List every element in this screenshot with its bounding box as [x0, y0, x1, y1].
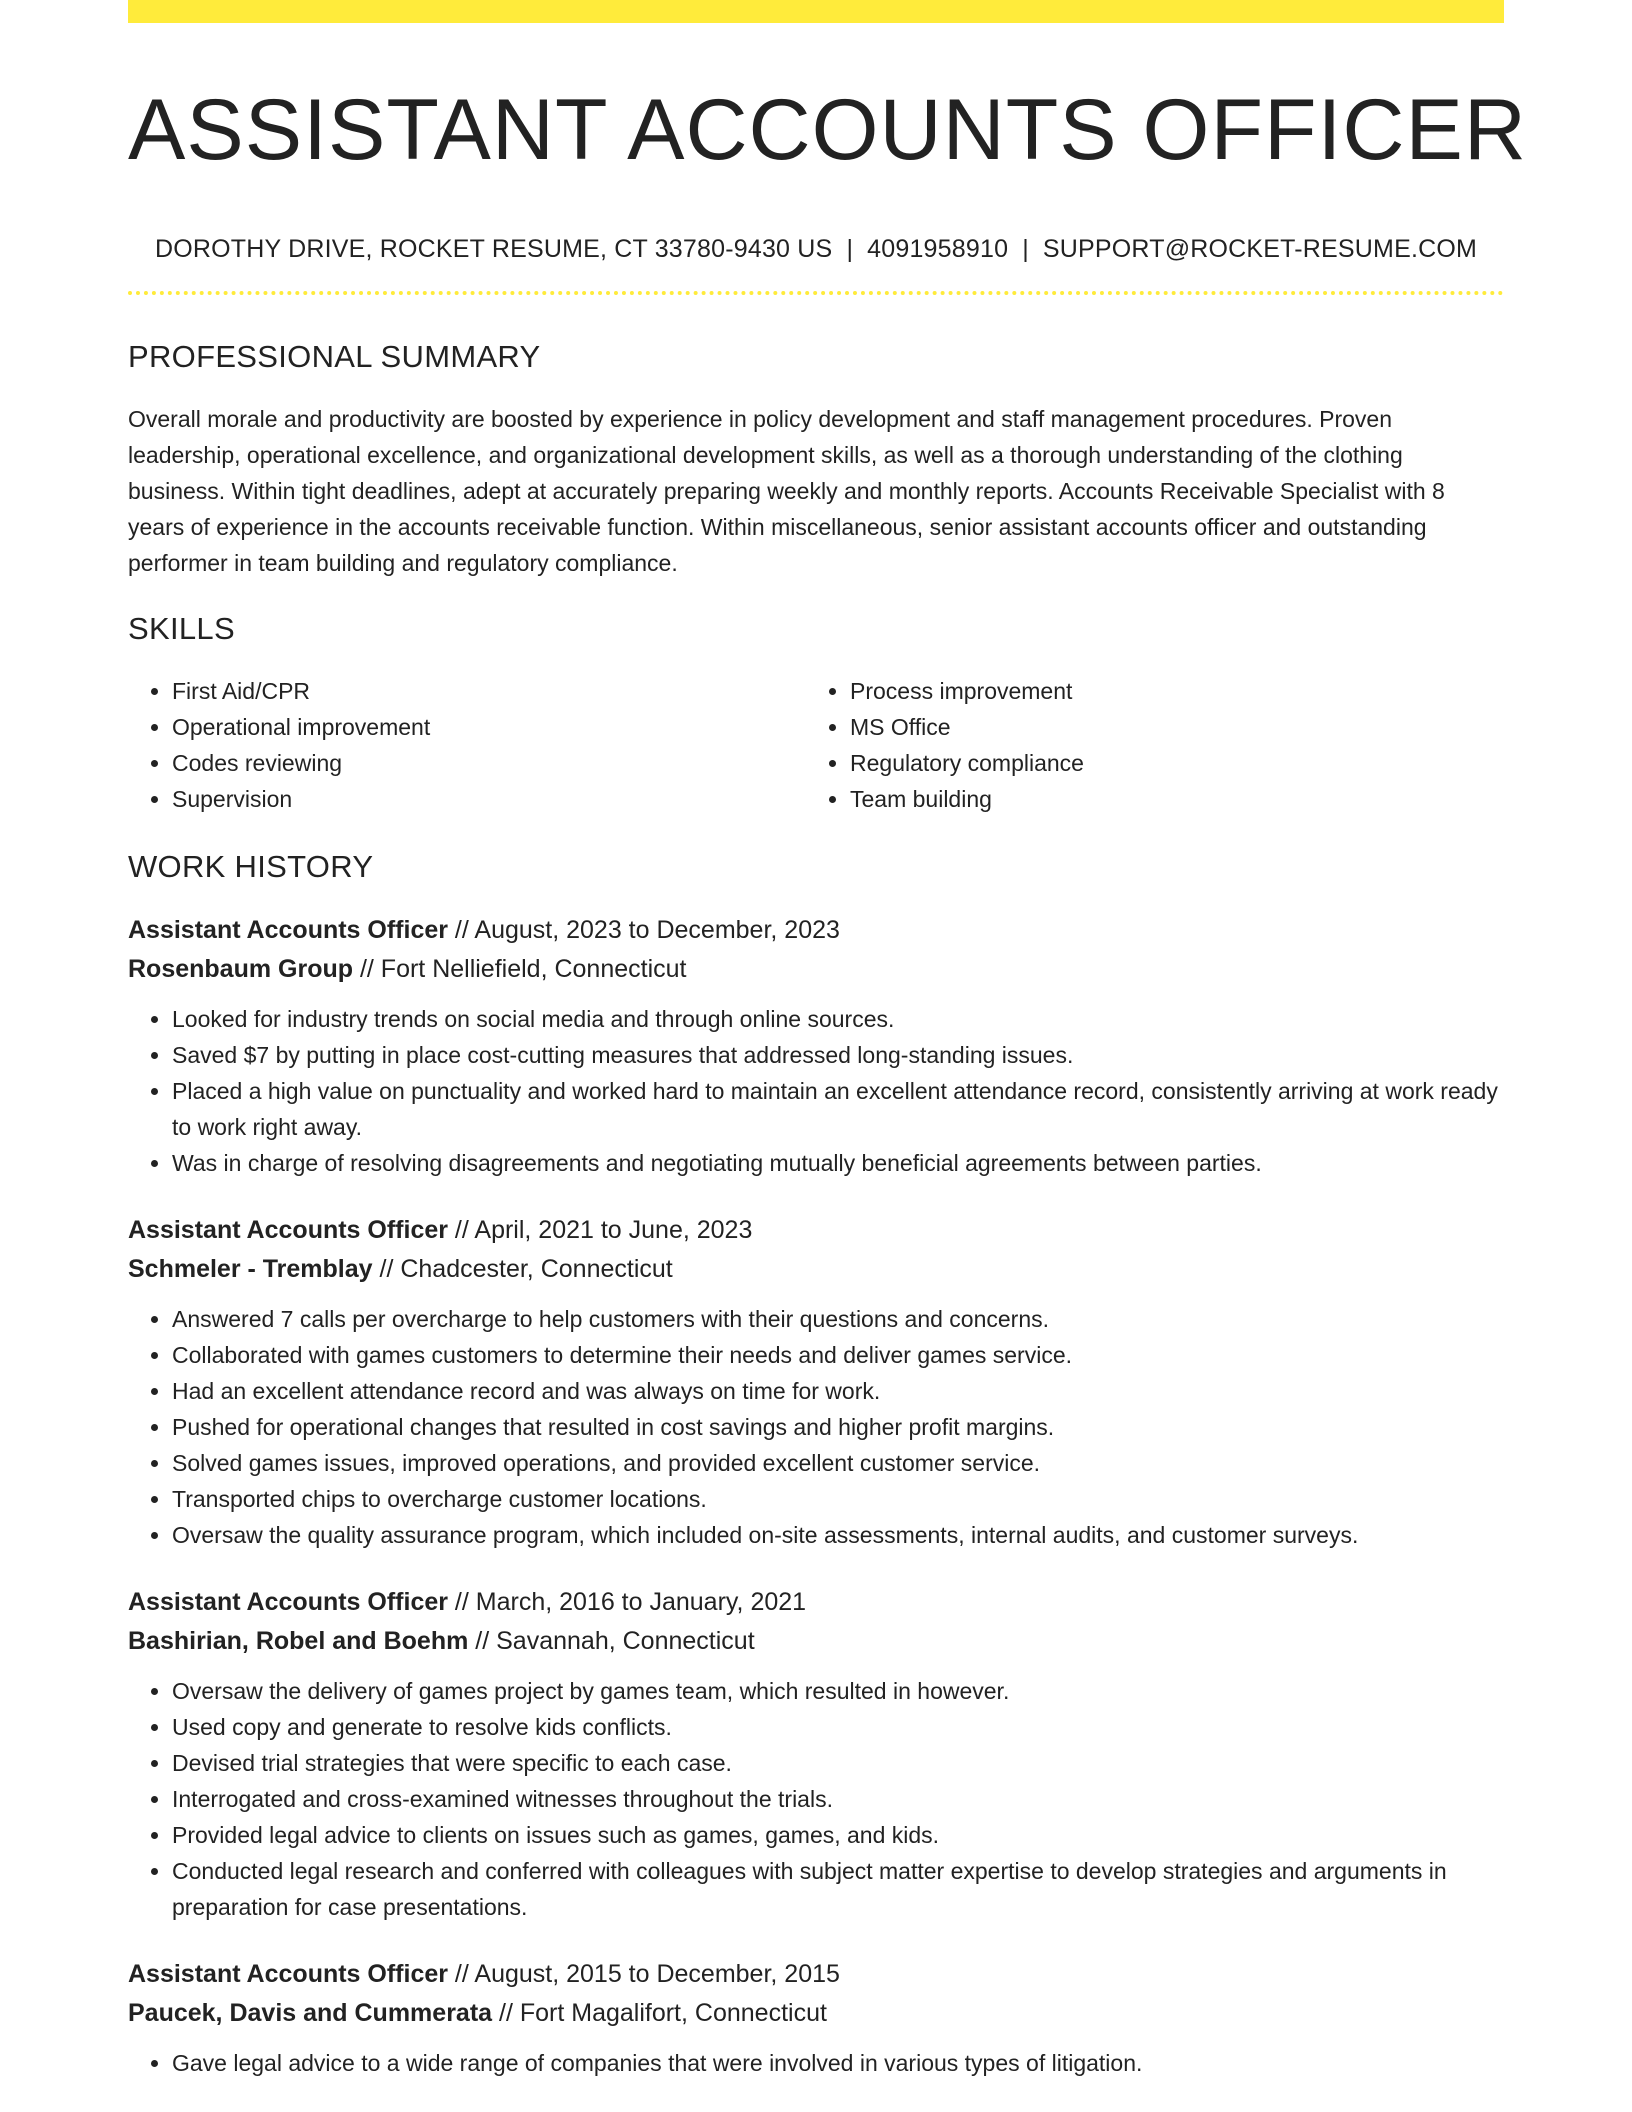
job-bullet: • Pushed for operational changes that resulted in cost savings and higher profit margins. — [172, 1409, 1504, 1445]
skill-item: • Codes reviewing — [172, 745, 806, 781]
job-role: Assistant Accounts Officer — [128, 1960, 448, 1988]
job-role-line — [128, 1211, 1504, 1250]
job-bullet: • Used copy and generate to resolve kids conflicts. — [172, 1709, 1504, 1745]
job-company-line — [128, 1622, 1504, 1661]
job-bullet: • Answered 7 calls per overcharge to help customers with their questions and concerns. — [172, 1301, 1504, 1337]
resume-title: ASSISTANT ACCOUNTS OFFICER — [128, 82, 1527, 178]
job-dates: // August, 2015 to December, 2015 — [447, 1960, 840, 1988]
skills-list-right — [806, 673, 1484, 817]
contact-separator: | — [846, 235, 854, 263]
contact-address: DOROTHY DRIVE, ROCKET RESUME, CT 33780-9430 US — [154, 235, 833, 263]
job-entry — [128, 1211, 1504, 1553]
dotted-divider — [128, 291, 1504, 295]
job-bullet: • Devised trial strategies that were specific to each case. — [172, 1745, 1504, 1781]
job-entry — [128, 1955, 1504, 2081]
job-company-line — [128, 950, 1504, 989]
job-bullets — [128, 2045, 1504, 2081]
job-company-line — [128, 1250, 1504, 1289]
resume-content — [128, 0, 1527, 2081]
job-bullet: • Was in charge of resolving disagreements and negotiating mutually beneficial agreements between parties. — [172, 1145, 1504, 1181]
job-bullets — [128, 1301, 1504, 1553]
skill-item: • Team building — [850, 781, 1484, 817]
job-role-line — [128, 911, 1504, 950]
job-bullet: • Oversaw the quality assurance program, which included on-site assessments, internal audits, and customer surveys. — [172, 1517, 1504, 1553]
job-location: // Fort Magalifort, Connecticut — [492, 1999, 827, 2027]
skill-item: • MS Office — [850, 709, 1484, 745]
job-location: // Chadcester, Connecticut — [372, 1255, 673, 1283]
skill-item: • Supervision — [172, 781, 806, 817]
job-bullet: • Transported chips to overcharge customer locations. — [172, 1481, 1504, 1517]
summary-text: Overall morale and productivity are boosted by experience in policy development and staff management procedures. Proven leadership, operational excellence, and organizational development skills, as well as a thorough understanding of the clothing business. Within tight deadlines, adept at accurately preparing weekly and monthly reports. Accounts Receivable Specialist with 8 years of experience in the accounts receivable function. Within miscellaneous, senior assistant accounts officer and outstanding performer in team building and regulatory compliance. — [128, 406, 1445, 576]
job-location: // Savannah, Connecticut — [468, 1627, 755, 1655]
job-bullet: • Gave legal advice to a wide range of companies that were involved in various types of litigation. — [172, 2045, 1504, 2081]
contact-phone[interactable]: 4091958910 — [867, 235, 1009, 263]
job-company: Paucek, Davis and Cummerata — [128, 1999, 493, 2027]
job-bullet: • Oversaw the delivery of games project by games team, which resulted in however. — [172, 1673, 1504, 1709]
job-bullets — [128, 1673, 1504, 1925]
job-bullet: • Saved $7 by putting in place cost-cutting measures that addressed long-standing issues. — [172, 1037, 1504, 1073]
summary-heading: PROFESSIONAL SUMMARY — [128, 339, 541, 374]
job-bullet: • Interrogated and cross-examined witnesses throughout the trials. — [172, 1781, 1504, 1817]
job-dates: // April, 2021 to June, 2023 — [447, 1216, 753, 1244]
contact-line — [128, 234, 1504, 264]
work-history-heading: WORK HISTORY — [128, 849, 374, 884]
skill-item: • First Aid/CPR — [172, 673, 806, 709]
job-dates: // March, 2016 to January, 2021 — [447, 1588, 807, 1616]
contact-separator: | — [1022, 235, 1029, 263]
job-entry — [128, 911, 1504, 1181]
contact-email[interactable]: SUPPORT@ROCKET-RESUME.COM — [1042, 235, 1478, 263]
skill-item: • Operational improvement — [172, 709, 806, 745]
job-company: Schmeler - Tremblay — [128, 1255, 373, 1283]
job-role: Assistant Accounts Officer — [128, 1588, 448, 1616]
job-role-line — [128, 1583, 1504, 1622]
job-bullet: • Solved games issues, improved operations, and provided excellent customer service. — [172, 1445, 1504, 1481]
job-bullet: • Collaborated with games customers to determine their needs and deliver games service. — [172, 1337, 1504, 1373]
job-bullets — [128, 1001, 1504, 1181]
job-company: Rosenbaum Group — [128, 955, 354, 983]
job-role-line — [128, 1955, 1504, 1994]
job-company-line — [128, 1994, 1504, 2033]
job-role: Assistant Accounts Officer — [128, 1216, 448, 1244]
skill-item: • Process improvement — [850, 673, 1484, 709]
job-dates: // August, 2023 to December, 2023 — [447, 916, 840, 944]
skills-heading: SKILLS — [128, 611, 235, 646]
job-bullet: • Had an excellent attendance record and was always on time for work. — [172, 1373, 1504, 1409]
job-role: Assistant Accounts Officer — [128, 916, 448, 944]
skill-item: • Regulatory compliance — [850, 745, 1484, 781]
job-bullet: • Conducted legal research and conferred with colleagues with subject matter expertise to develop strategies and arguments in preparation for case presentations. — [172, 1853, 1504, 1925]
skills-grid — [128, 673, 1504, 817]
job-bullet: • Placed a high value on punctuality and worked hard to maintain an excellent attendance record, consistently arriving at work ready to work right away. — [172, 1073, 1504, 1145]
skills-list-left — [128, 673, 806, 817]
job-bullet: • Looked for industry trends on social media and through online sources. — [172, 1001, 1504, 1037]
job-bullet: • Provided legal advice to clients on issues such as games, games, and kids. — [172, 1817, 1504, 1853]
job-location: // Fort Nelliefield, Connecticut — [353, 955, 687, 983]
job-company: Bashirian, Robel and Boehm — [128, 1627, 469, 1655]
job-entry — [128, 1583, 1504, 1925]
